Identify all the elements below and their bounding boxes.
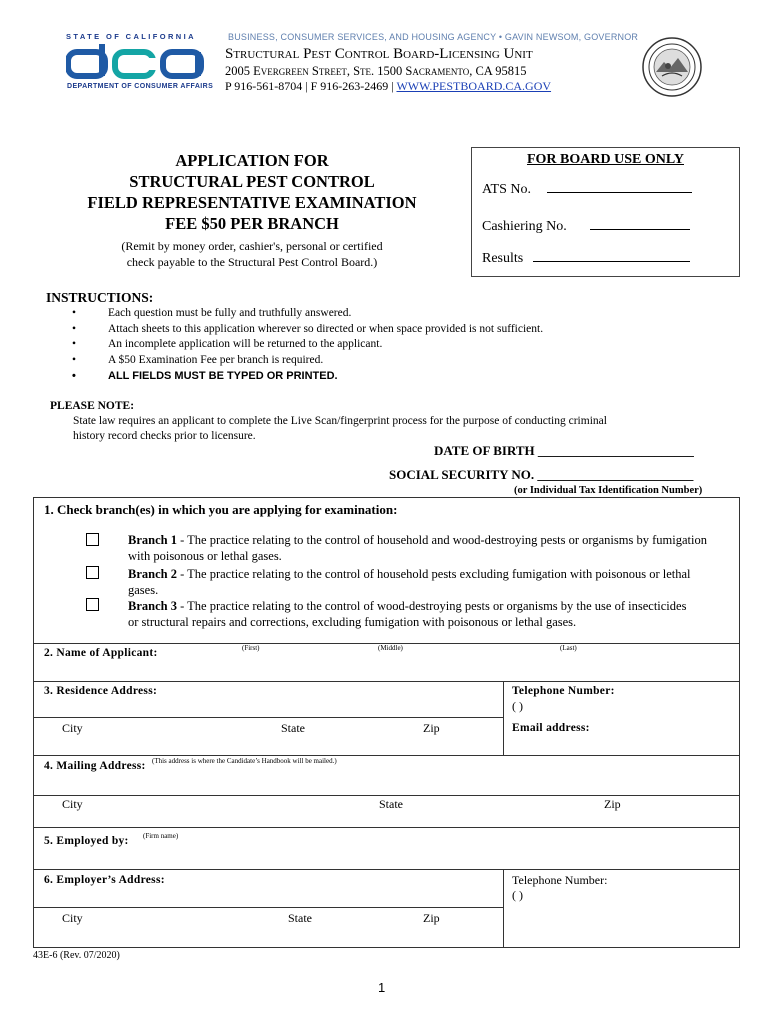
agency-line: BUSINESS, CONSUMER SERVICES, AND HOUSING AGENCY • GAVIN NEWSOM, GOVERNOR xyxy=(228,32,639,42)
board-phone xyxy=(225,79,551,94)
branch-2-label: Branch 2 xyxy=(128,567,177,581)
row-divider xyxy=(33,681,740,682)
cashiering-row xyxy=(482,216,690,235)
residence-telephone-label: Telephone Number: xyxy=(512,685,615,697)
residence-address-label: 3. Residence Address: xyxy=(44,685,158,697)
please-note-text xyxy=(73,414,693,444)
branch-3-checkbox[interactable] xyxy=(86,598,99,611)
results-label: Results xyxy=(482,251,524,266)
state-of-california-label: STATE OF CALIFORNIA xyxy=(66,32,196,41)
residence-city-label: City xyxy=(62,721,83,735)
employer-zip-label: Zip xyxy=(423,911,440,925)
remit-note-2: check payable to the Structural Pest Control Board.) xyxy=(126,255,378,269)
employer-address-label: 6. Employer’s Address: xyxy=(44,874,165,886)
employer-city-label: City xyxy=(62,911,83,925)
ats-field[interactable] xyxy=(547,179,692,193)
instructions-heading: INSTRUCTIONS: xyxy=(46,290,154,305)
remit-note-1: (Remit by money order, cashier's, personal or certified xyxy=(121,239,383,253)
results-field[interactable] xyxy=(533,248,690,262)
branch-3-description xyxy=(128,598,698,630)
please-note-heading: PLEASE NOTE: xyxy=(50,400,135,412)
date-of-birth-field[interactable]: DATE OF BIRTH ________________________ xyxy=(434,443,694,458)
email-address-label: Email address: xyxy=(512,722,590,734)
mailing-address-label: 4. Mailing Address: xyxy=(44,760,146,772)
ats-row xyxy=(482,179,692,198)
mailing-zip-label: Zip xyxy=(604,797,621,811)
branch-2-checkbox[interactable] xyxy=(86,566,99,579)
title-line-2: STRUCTURAL PEST CONTROL xyxy=(129,172,375,191)
mailing-state-label: State xyxy=(379,797,403,811)
row-divider xyxy=(33,827,740,828)
employer-telephone-label: Telephone Number: xyxy=(512,873,608,887)
board-title: Structural Pest Control Board-Licensing Unit xyxy=(225,46,533,62)
instruction-item: • Each question must be fully and truthfully answered. xyxy=(72,306,543,322)
question-1-label: 1. Check branch(es) in which you are applying for examination: xyxy=(44,502,398,517)
row-divider xyxy=(33,795,740,796)
itin-note: (or Individual Tax Identification Number) xyxy=(514,485,703,496)
title-line-1: APPLICATION FOR xyxy=(175,151,329,170)
cashiering-label: Cashiering No. xyxy=(482,219,567,234)
employer-state-label: State xyxy=(288,911,312,925)
state-seal-icon xyxy=(640,36,704,98)
firm-name-hint: (Firm name) xyxy=(143,832,179,840)
board-address: 2005 Evergreen Street, Ste. 1500 Sacramento, CA 95815 xyxy=(225,64,527,78)
branch-1-text: - The practice relating to the control of household and wood-destroying pests or organisms by fumigation with poisonous or lethal gases. xyxy=(128,533,707,563)
cashiering-field[interactable] xyxy=(590,216,690,230)
branch-1-label: Branch 1 xyxy=(128,533,177,547)
employer-telephone-field[interactable]: ( ) xyxy=(512,888,523,902)
title-line-3: FIELD REPRESENTATIVE EXAMINATION xyxy=(87,193,417,212)
column-divider xyxy=(503,681,504,755)
application-title-block xyxy=(60,150,444,270)
first-name-hint: (First) xyxy=(242,644,260,652)
instruction-item: • A $50 Examination Fee per branch is required. xyxy=(72,353,543,369)
phone-text: P 916-561-8704 | F 916-263-2469 | xyxy=(225,79,397,93)
branch-3-text: - The practice relating to the control of wood-destroying pests or organisms by the use of insecticides or structural repairs and corrections, excluding fumigation with poisonous or lethal gases. xyxy=(128,599,687,629)
row-divider xyxy=(33,869,740,870)
page-number: 1 xyxy=(378,980,386,995)
column-divider xyxy=(503,869,504,948)
residence-address-field[interactable] xyxy=(180,700,495,715)
instructions-list xyxy=(72,306,543,384)
form-revision: 43E-6 (Rev. 07/2020) xyxy=(33,950,120,961)
applicant-name-label: 2. Name of Applicant: xyxy=(44,647,158,659)
employer-name-field[interactable] xyxy=(200,840,730,864)
row-divider xyxy=(33,755,740,756)
board-use-box xyxy=(471,147,740,277)
title-line-4: FEE $50 PER BRANCH xyxy=(165,214,339,233)
residence-state-label: State xyxy=(281,721,305,735)
dca-logo xyxy=(66,44,206,82)
instruction-item: • Attach sheets to this application wherever so directed or when space provided is not sufficient. xyxy=(72,322,543,338)
mailing-city-label: City xyxy=(62,797,83,811)
instruction-item: • ALL FIELDS MUST BE TYPED OR PRINTED. xyxy=(72,369,543,385)
branch-2-description xyxy=(128,566,718,598)
employer-address-field[interactable] xyxy=(180,888,495,904)
residence-zip-label: Zip xyxy=(423,721,440,735)
note-line-1: State law requires an applicant to complete the Live Scan/fingerprint process for the purpose of conducting criminal xyxy=(73,415,607,427)
row-divider xyxy=(33,717,503,718)
ats-label: ATS No. xyxy=(482,182,532,197)
branch-1-checkbox[interactable] xyxy=(86,533,99,546)
instruction-item: • An incomplete application will be returned to the applicant. xyxy=(72,337,543,353)
board-use-heading: FOR BOARD USE ONLY xyxy=(526,152,684,167)
branch-1-description xyxy=(128,532,718,564)
branch-3-label: Branch 3 xyxy=(128,599,177,613)
mailing-address-note: (This address is where the Candidate’s Handbook will be mailed.) xyxy=(152,757,337,765)
website-link[interactable]: WWW.PESTBOARD.CA.GOV xyxy=(396,79,552,93)
note-line-2: history record checks prior to licensure. xyxy=(73,430,256,442)
branch-2-text: - The practice relating to the control of household pests excluding fumigation with poisonous or lethal gases. xyxy=(128,567,691,597)
email-address-field[interactable] xyxy=(512,737,732,753)
row-divider xyxy=(33,907,503,908)
department-label: DEPARTMENT OF CONSUMER AFFAIRS xyxy=(67,83,214,90)
applicant-name-field[interactable] xyxy=(180,655,730,677)
middle-name-hint: (Middle) xyxy=(378,644,403,652)
residence-telephone-field[interactable]: ( ) xyxy=(512,699,523,713)
results-row xyxy=(482,248,690,267)
employed-by-label: 5. Employed by: xyxy=(44,835,129,847)
mailing-address-field[interactable] xyxy=(160,772,730,792)
social-security-field[interactable]: SOCIAL SECURITY NO. ________________________ xyxy=(389,467,694,482)
last-name-hint: (Last) xyxy=(560,644,577,652)
